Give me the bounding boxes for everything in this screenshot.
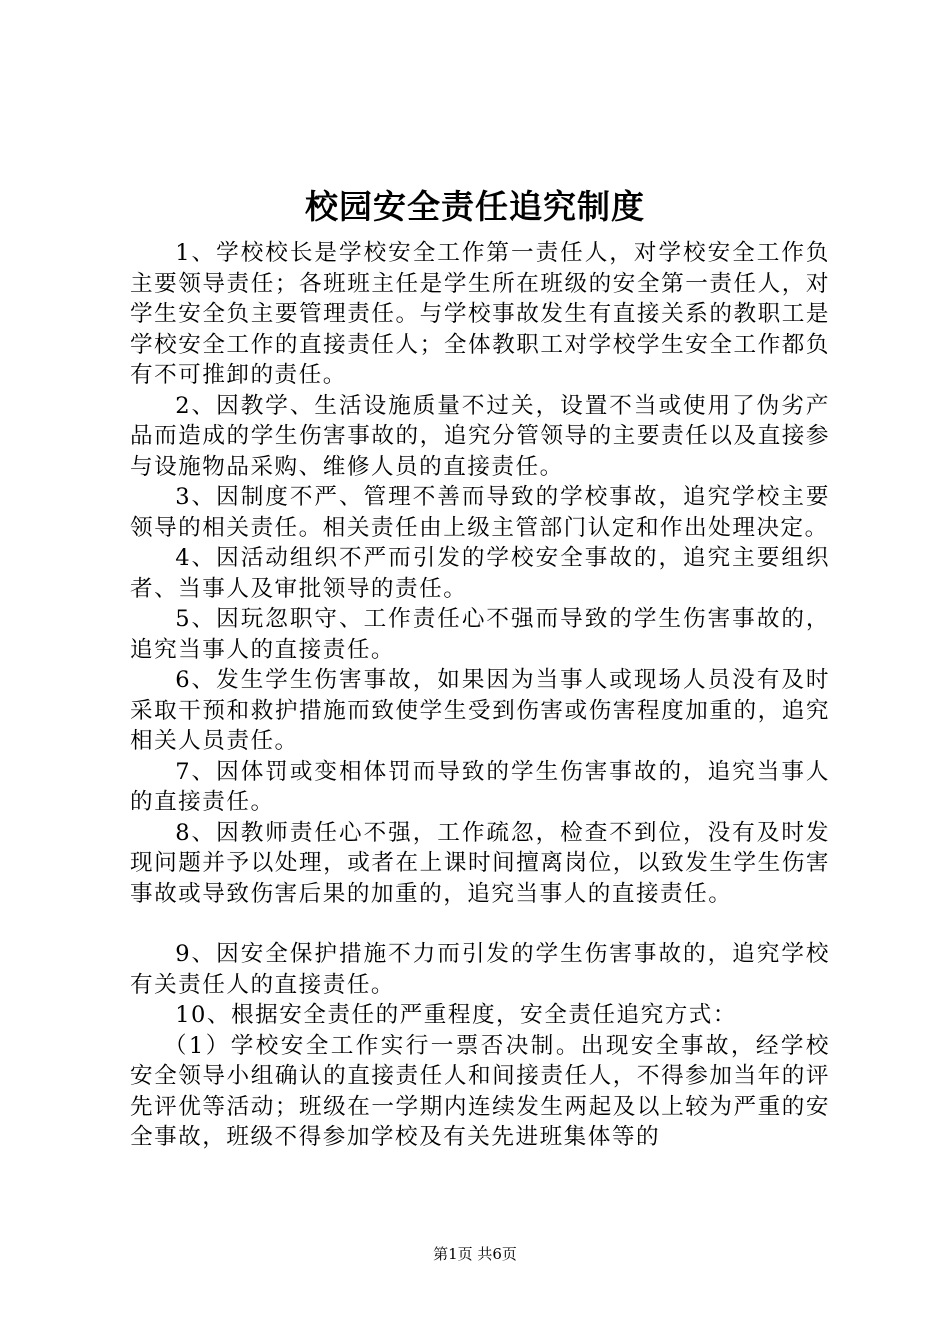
paragraph-8: 8、因教师责任心不强，工作疏忽，检查不到位，没有及时发现问题并予以处理，或者在上课时间擅离岗位，以致发生学生伤害事故或导致伤害后果的加重的，追究当事人的直接责任。 [130, 819, 830, 907]
paragraph-1: 1、学校校长是学校安全工作第一责任人，对学校安全工作负主要领导责任；各班班主任是学生所在班级的安全第一责任人，对学生安全负主要管理责任。与学校事故发生有直接关系的教职工是学校安全工作的直接责任人；全体教职工对学校学生安全工作都负有不可推卸的责任。 [130, 240, 830, 388]
paragraph-10-item-1: （1）学校安全工作实行一票否决制。出现安全事故，经学校安全领导小组确认的直接责任人和间接责任人，不得参加当年的评先评优等活动；班级在一学期内连续发生两起及以上较为严重的安全事故，班级不得参加学校及有关先进班集体等的 [130, 1032, 830, 1150]
page-footer: 第1页 共6页 [433, 1245, 517, 1263]
document-body [130, 238, 830, 1153]
paragraph-2: 2、因教学、生活设施质量不过关，设置不当或使用了伪劣产品而造成的学生伤害事故的，追究分管领导的主要责任以及直接参与设施物品采购、维修人员的直接责任。 [130, 392, 830, 480]
paragraph-3: 3、因制度不严、管理不善而导致的学校事故，追究学校主要领导的相关责任。相关责任由上级主管部门认定和作出处理决定。 [130, 484, 830, 541]
paragraph-10: 10、根据安全责任的严重程度，安全责任追究方式： [175, 1002, 737, 1028]
document-title: 校园安全责任追究制度 [305, 187, 645, 226]
paragraph-9: 9、因安全保护措施不力而引发的学生伤害事故的，追究学校有关责任人的直接责任。 [130, 941, 830, 998]
paragraph-7: 7、因体罚或变相体罚而导致的学生伤害事故的，追究当事人的直接责任。 [130, 758, 830, 815]
paragraph-5: 5、因玩忽职守、工作责任心不强而导致的学生伤害事故的，追究当事人的直接责任。 [130, 606, 830, 663]
paragraph-4: 4、因活动组织不严而引发的学校安全事故的，追究主要组织者、当事人及审批领导的责任。 [130, 545, 830, 602]
paragraph-6: 6、发生学生伤害事故，如果因为当事人或现场人员没有及时采取干预和救护措施而致使学生受到伤害或伤害程度加重的，追究相关人员责任。 [130, 667, 830, 754]
